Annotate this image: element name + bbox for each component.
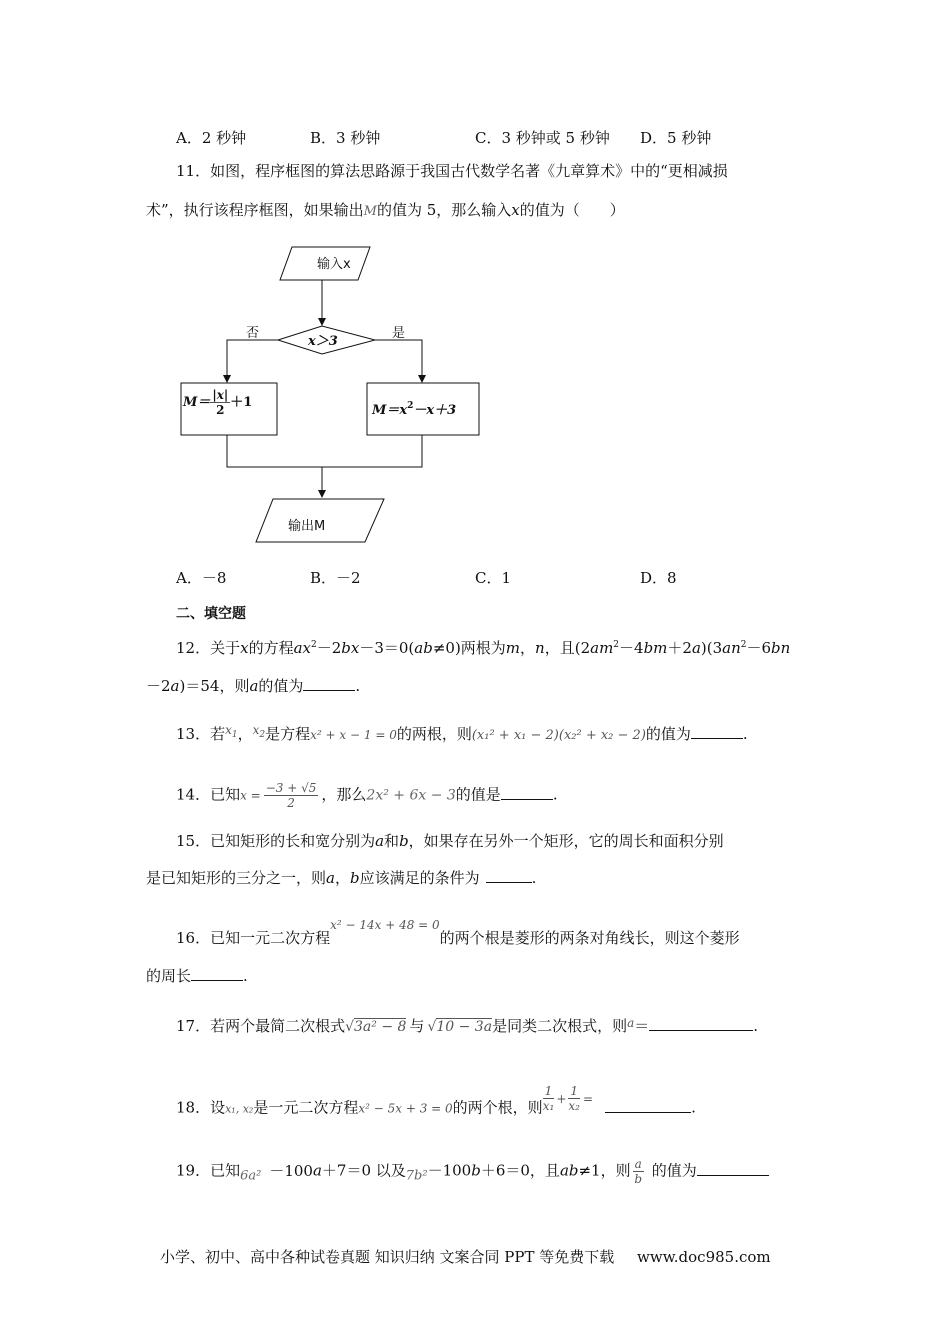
q10-choice-d: D．5 秒钟 xyxy=(640,129,712,147)
q19-answer-blank[interactable] xyxy=(697,1161,769,1176)
q10-choice-c: C．3 秒钟或 5 秒钟 xyxy=(475,129,610,147)
q10-choice-a: A．2 秒钟 xyxy=(176,129,247,147)
q18-line: 18．设x₁, x₂是一元二次方程x² − 5x + 3 = 0的两个根，则 $\frac{1}{\text{x₁}}$ + $\frac{1}{\text{x₂}}$ = . xyxy=(176,1084,696,1117)
flow-right-formula: $M=x^2-x+3$ xyxy=(372,401,457,418)
q10-choice-b: B．3 秒钟 xyxy=(310,129,381,147)
flow-input-label: 输入x xyxy=(317,257,351,272)
q17-line: 17．若两个最简二次根式√3a² − 8 与 √10 − 3a是同类二次根式，则$^a$＝ . xyxy=(176,1016,759,1035)
q11-text-line1: 11．如图，程序框图的算法思路源于我国古代数学名著《九章算术》中的“更相减损 xyxy=(176,162,728,180)
q11-symbol-m: M xyxy=(363,204,377,219)
q16-answer-blank[interactable] xyxy=(191,966,243,981)
footer-link[interactable]: www.doc985.com xyxy=(637,1248,771,1266)
q12-line2: －2a)＝54，则a的值为 . xyxy=(146,677,361,695)
q14-line: 14．已知x = $\frac{-3 + √5}{2}$ ，那么2x² + 6x − 3的值是 . xyxy=(176,781,558,810)
q12-line1: 12．关于x的方程$ax^2-2bx-3=0(ab\ne 0)$两根为m，n，且$(2am^2-4bm+2a)(3an^2-6bn$ xyxy=(176,639,791,657)
flow-left-formula: M＝ $\frac{|x|}{2}$ ＋1 xyxy=(183,388,253,417)
flow-yes-label: 是 xyxy=(392,326,406,341)
q16-line1: 16．已知一元二次方程$^{x^2 - 14x + 48 = 0}$的两个根是菱形的两条对角线长，则这个菱形 xyxy=(176,918,740,947)
q19-line: 19．已知6a² －100a＋7＝0 以及7b²－100b＋6＝0，且ab≠1，则 $\frac{a}{b}$ 的值为 xyxy=(176,1157,769,1188)
q17-answer-blank[interactable] xyxy=(649,1016,753,1031)
q12-answer-blank[interactable] xyxy=(303,676,355,691)
page-footer xyxy=(160,1246,771,1267)
q11-choice-b: B．－2 xyxy=(310,569,361,587)
q18-answer-blank[interactable] xyxy=(605,1098,691,1113)
footer-text: 小学、初中、高中各种试卷真题 知识归纳 文案合同 PPT 等免费下载 xyxy=(160,1248,615,1266)
q15-line1: 15．已知矩形的长和宽分别为a和b，如果存在另外一个矩形，它的周长和面积分别 xyxy=(176,832,724,850)
q11-text-line2: 术”，执行该程序框图，如果输出M的值为 5，那么输入x的值为（ ） xyxy=(146,201,625,219)
flow-no-label: 否 xyxy=(246,326,260,341)
section-title: 二、填空题 xyxy=(176,606,246,622)
q13-line: 13．若$^{x_1}$，$^{x_2}$是方程x² + x − 1 = 0的两根，则(x₁² + x₁ − 2)(x₂² + x₂ − 2)的值为 . xyxy=(176,723,748,743)
q14-answer-blank[interactable] xyxy=(501,785,553,800)
q11-choice-d: D．8 xyxy=(640,569,677,587)
q16-line2: 的周长 . xyxy=(146,967,248,985)
flow-output-label: 输出M xyxy=(288,519,326,534)
q15-answer-blank[interactable] xyxy=(486,868,532,883)
q15-line2: 是已知矩形的三分之一，则a，b应该满足的条件为 . xyxy=(146,869,537,887)
q13-answer-blank[interactable] xyxy=(691,724,743,739)
q11-choice-c: C．1 xyxy=(475,569,512,587)
q11-choice-a: A．－8 xyxy=(176,569,227,587)
flow-condition-label: x＞3 xyxy=(308,334,338,349)
